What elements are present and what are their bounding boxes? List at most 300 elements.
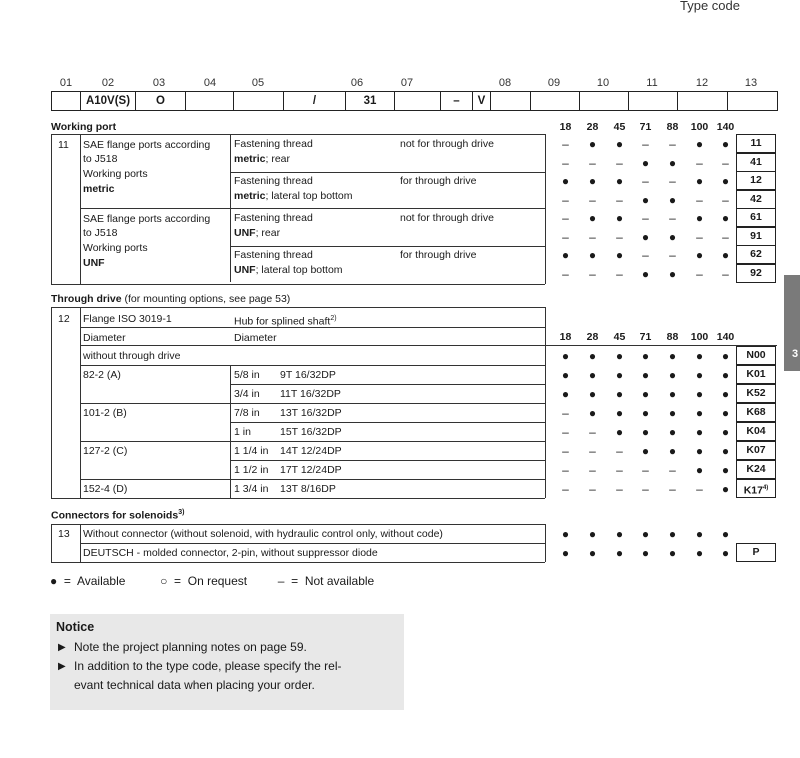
size-column-header: 71 [639, 331, 652, 343]
page-title: Type code [680, 0, 740, 13]
connectors-footnote: 3) [178, 509, 185, 516]
availability-symbol: ● [668, 387, 677, 401]
size-column-header: 100 [690, 331, 709, 343]
availability-symbol: ● [641, 155, 650, 170]
availability-symbol: ● [695, 137, 704, 151]
availability-symbol: – [642, 463, 649, 477]
legend-notavail-label: Not available [304, 574, 375, 588]
port-description: to J518 [83, 227, 118, 239]
port-description: to J518 [83, 153, 118, 165]
availability-symbol: ● [721, 406, 730, 420]
availability-symbol: ● [561, 546, 570, 560]
divider-line [545, 345, 546, 498]
port-description: SAE flange ports according [83, 139, 211, 151]
divider-line [80, 543, 545, 544]
availability-symbol: ● [695, 463, 704, 477]
availability-symbol: – [562, 211, 569, 225]
divider-line [51, 307, 545, 308]
divider-line [230, 246, 545, 247]
order-code [736, 346, 776, 365]
type-code-cell [51, 91, 81, 111]
availability-symbol: ● [588, 174, 597, 188]
divider-line [51, 284, 545, 285]
size-column-header: 18 [559, 121, 572, 133]
spline-spec: 13T 16/32DP [280, 407, 342, 419]
type-code-cell: O [135, 91, 186, 111]
size-column-header: 71 [639, 121, 652, 133]
size-column-header: 140 [716, 331, 735, 343]
position-number: 06 [350, 77, 364, 89]
divider-line [51, 524, 52, 562]
availability-symbol: – [642, 211, 649, 225]
availability-symbol: – [642, 174, 649, 188]
availability-symbol: – [589, 266, 596, 281]
legend-available-symbol: ● [50, 574, 58, 588]
position-number: 11 [646, 77, 658, 89]
thread-standard: UNF [234, 227, 256, 239]
size-column-header: 88 [666, 331, 679, 343]
availability-symbol: ● [588, 137, 597, 151]
notice-item [56, 676, 398, 695]
position-number: 07 [400, 77, 414, 89]
thread-standard: metric [234, 153, 266, 165]
availability-symbol: – [589, 155, 596, 170]
availability-symbol: ● [695, 425, 704, 439]
availability-symbol: ● [721, 387, 730, 401]
availability-symbol: ● [615, 546, 624, 560]
shaft-diameter: 1 3/4 in [234, 483, 269, 495]
legend-equals-2: = [174, 574, 182, 588]
position-number: 10 [596, 77, 610, 89]
availability-symbol: ● [695, 211, 704, 225]
legend [50, 574, 374, 588]
type-code-cell [490, 91, 531, 111]
position-label: 12 [58, 313, 70, 325]
availability-symbol: – [669, 174, 676, 188]
port-thread-type: metric [83, 183, 115, 195]
availability-symbol: ● [695, 387, 704, 401]
availability-symbol: ● [668, 368, 677, 382]
type-code-cell [677, 91, 728, 111]
order-code [736, 384, 776, 403]
port-description: Working ports [83, 242, 148, 254]
spline-spec: 15T 16/32DP [280, 426, 342, 438]
position-number: 03 [152, 77, 166, 89]
availability-symbol: ● [588, 368, 597, 382]
availability-symbol: ● [615, 174, 624, 188]
order-code-text: K68 [746, 406, 766, 418]
availability-symbol: – [722, 155, 729, 170]
availability-symbol: ● [668, 444, 677, 458]
flange-size: 82-2 (A) [83, 369, 121, 381]
through-drive-note: for through drive [400, 175, 477, 187]
size-column-header: 28 [586, 331, 599, 343]
fastening-thread-detail [234, 152, 290, 166]
divider-line [80, 365, 545, 366]
availability-symbol: – [616, 266, 623, 281]
availability-symbol: ● [588, 546, 597, 560]
divider-line [80, 403, 545, 404]
type-code-cell: – [440, 91, 473, 111]
fastening-thread-label: Fastening thread [234, 175, 313, 187]
legend-request-symbol: ○ [160, 574, 168, 588]
availability-symbol: ● [695, 527, 704, 541]
spline-spec: 17T 12/24DP [280, 464, 342, 476]
notice-item-text: evant technical data when placing your order. [74, 678, 315, 692]
divider-line [230, 365, 231, 498]
availability-symbol: ● [721, 211, 730, 225]
availability-symbol: ● [721, 368, 730, 382]
availability-symbol: – [616, 229, 623, 244]
availability-symbol: – [722, 266, 729, 281]
type-code-cell [394, 91, 441, 111]
availability-symbol: ● [668, 425, 677, 439]
availability-symbol: ● [668, 192, 677, 207]
through-drive-note: not for through drive [400, 212, 494, 224]
notice-item-text: In addition to the type code, please specify the rel- [74, 659, 342, 673]
port-description: Working ports [83, 168, 148, 180]
availability-symbol: – [562, 229, 569, 244]
availability-symbol: – [562, 192, 569, 207]
availability-symbol: – [562, 425, 569, 439]
order-code [736, 460, 776, 479]
through-drive-note: for through drive [400, 249, 477, 261]
divider-line [80, 479, 545, 480]
availability-symbol: ● [721, 425, 730, 439]
availability-symbol: – [616, 155, 623, 170]
availability-symbol: ● [695, 444, 704, 458]
spline-spec: 13T 8/16DP [280, 483, 336, 495]
availability-symbol: ● [561, 527, 570, 541]
availability-symbol: ● [641, 192, 650, 207]
availability-symbol: ● [615, 387, 624, 401]
flange-size: 127-2 (C) [83, 445, 128, 457]
fastening-thread-label: Fastening thread [234, 138, 313, 150]
spline-spec: 9T 16/32DP [280, 369, 336, 381]
availability-symbol: – [722, 229, 729, 244]
size-column-header: 45 [613, 121, 626, 133]
availability-symbol: ● [561, 368, 570, 382]
availability-symbol: – [562, 482, 569, 496]
availability-symbol: ● [668, 349, 677, 363]
divider-line [545, 524, 546, 562]
availability-symbol: ● [561, 349, 570, 363]
availability-symbol: ● [721, 463, 730, 477]
availability-symbol: ● [721, 444, 730, 458]
order-code-text: K04 [746, 425, 766, 437]
availability-symbol: ● [695, 349, 704, 363]
size-column-header: 18 [559, 331, 572, 343]
availability-symbol: ● [641, 406, 650, 420]
divider-line [51, 134, 52, 284]
order-code: 11 [736, 134, 776, 153]
availability-symbol: – [616, 444, 623, 458]
size-column-header: 88 [666, 121, 679, 133]
availability-symbol: ● [668, 229, 677, 244]
divider-line [80, 441, 545, 442]
availability-symbol: ● [615, 406, 624, 420]
availability-symbol: ● [641, 349, 650, 363]
divider-line [230, 208, 231, 282]
divider-line [51, 307, 52, 499]
order-code-text: K01 [746, 368, 766, 380]
divider-line [51, 134, 545, 135]
availability-symbol: ● [615, 137, 624, 151]
availability-symbol: ● [721, 248, 730, 262]
type-code-cell: V [472, 91, 491, 111]
availability-symbol: – [696, 266, 703, 281]
position-label: 13 [58, 528, 70, 540]
divider-line [230, 384, 545, 385]
hub-label: Hub for splined shaft [234, 315, 331, 328]
legend-available-label: Available [76, 574, 126, 588]
availability-symbol: – [562, 406, 569, 420]
bullet-triangle-icon: ▶ [58, 642, 66, 653]
spline-spec: 11T 16/32DP [280, 388, 341, 400]
availability-symbol: ● [615, 349, 624, 363]
availability-symbol: – [696, 229, 703, 244]
notice-box [50, 614, 404, 710]
thread-location: ; lateral top bottom [265, 190, 353, 202]
fastening-thread-detail [234, 189, 352, 203]
availability-symbol: – [616, 192, 623, 207]
position-number: 05 [251, 77, 265, 89]
availability-symbol: ● [561, 174, 570, 188]
port-description: SAE flange ports according [83, 213, 211, 225]
thread-standard: metric [234, 190, 266, 202]
availability-symbol: ● [721, 527, 730, 541]
size-column-header: 100 [690, 121, 709, 133]
divider-line [545, 134, 546, 284]
availability-symbol: – [616, 463, 623, 477]
connectors-heading [51, 509, 184, 522]
availability-symbol: ● [641, 266, 650, 281]
position-number: 02 [101, 77, 115, 89]
availability-symbol: ● [615, 527, 624, 541]
order-code [736, 365, 776, 384]
legend-equals-1: = [63, 574, 71, 588]
availability-symbol: – [696, 482, 703, 496]
shaft-diameter: 1 in [234, 426, 251, 438]
availability-symbol: ● [668, 527, 677, 541]
thread-standard: UNF [234, 264, 256, 276]
connectors-title: Connectors for solenoids [51, 509, 179, 522]
spline-spec: 14T 12/24DP [280, 445, 342, 457]
availability-symbol: – [669, 248, 676, 262]
availability-symbol: – [642, 137, 649, 151]
availability-symbol: ● [641, 425, 650, 439]
size-column-header: 28 [586, 121, 599, 133]
availability-symbol: ● [588, 387, 597, 401]
type-code-cell: / [283, 91, 346, 111]
flange-size: 101-2 (B) [83, 407, 127, 419]
availability-symbol: – [722, 192, 729, 207]
shaft-diameter: 3/4 in [234, 388, 260, 400]
order-code: P [736, 543, 776, 562]
fastening-thread-label: Fastening thread [234, 212, 313, 224]
diameter-label: Diameter [234, 332, 277, 344]
order-code-text: K24 [746, 463, 766, 475]
divider-line [230, 172, 545, 173]
through-drive-note: not for through drive [400, 138, 494, 150]
availability-symbol: ● [721, 349, 730, 363]
availability-symbol: ● [588, 248, 597, 262]
legend-request-label: On request [187, 574, 248, 588]
order-code [736, 422, 776, 441]
availability-symbol: – [562, 137, 569, 151]
type-code-cell [185, 91, 234, 111]
availability-symbol: – [669, 211, 676, 225]
order-code: 92 [736, 264, 776, 283]
availability-symbol: ● [615, 248, 624, 262]
type-code-cell: A10V(S) [80, 91, 136, 111]
availability-symbol: – [589, 482, 596, 496]
availability-symbol: ● [641, 527, 650, 541]
availability-symbol: – [589, 229, 596, 244]
flange-size: 152-4 (D) [83, 483, 128, 495]
type-code-cell [579, 91, 629, 111]
availability-symbol: ● [721, 546, 730, 560]
connector-option: DEUTSCH - molded connector, 2-pin, without suppressor diode [83, 547, 378, 559]
divider-line [80, 134, 81, 284]
divider-line [80, 327, 545, 328]
type-code-cell [530, 91, 580, 111]
availability-symbol: ● [668, 155, 677, 170]
shaft-diameter: 1 1/2 in [234, 464, 269, 476]
order-code: 91 [736, 227, 776, 246]
notice-item-text: Note the project planning notes on page 59. [74, 640, 307, 654]
availability-symbol: ● [641, 444, 650, 458]
through-drive-heading [51, 293, 290, 305]
availability-symbol: ● [588, 211, 597, 225]
port-thread-type: UNF [83, 257, 105, 269]
hub-footnote: 2) [330, 315, 337, 322]
position-label: 11 [58, 139, 69, 151]
availability-symbol: – [616, 482, 623, 496]
through-drive-title: Through drive [51, 293, 122, 305]
divider-line [51, 524, 545, 525]
order-code [736, 403, 776, 422]
position-number: 13 [744, 77, 758, 89]
availability-symbol: ● [641, 387, 650, 401]
shaft-diameter: 7/8 in [234, 407, 260, 419]
availability-symbol: – [589, 463, 596, 477]
order-code [736, 441, 776, 460]
availability-symbol: – [589, 192, 596, 207]
fastening-thread-detail [234, 263, 343, 277]
order-code-text: K52 [746, 387, 766, 399]
flange-size: without through drive [83, 350, 181, 362]
availability-symbol: ● [668, 546, 677, 560]
order-code: 62 [736, 245, 776, 264]
availability-symbol: ● [695, 546, 704, 560]
availability-symbol: ● [641, 368, 650, 382]
type-code-cell: 31 [345, 91, 395, 111]
flange-label: Flange ISO 3019-1 [83, 313, 172, 325]
availability-symbol: ● [695, 368, 704, 382]
notice-item [56, 638, 398, 657]
availability-symbol: – [669, 463, 676, 477]
legend-notavail-symbol: – [277, 574, 285, 588]
availability-symbol: – [642, 248, 649, 262]
availability-symbol: ● [561, 248, 570, 262]
order-code: 42 [736, 190, 776, 209]
thread-location: ; lateral top bottom [255, 264, 343, 276]
availability-symbol: – [562, 444, 569, 458]
fastening-thread-detail [234, 226, 280, 240]
type-code-cell [727, 91, 778, 111]
size-column-header: 140 [716, 121, 735, 133]
availability-symbol: ● [615, 368, 624, 382]
legend-equals-3: = [291, 574, 299, 588]
availability-symbol: ● [615, 425, 624, 439]
position-number: 12 [695, 77, 709, 89]
availability-symbol: ● [561, 387, 570, 401]
availability-symbol: ● [615, 211, 624, 225]
availability-symbol: ● [695, 174, 704, 188]
size-column-header: 45 [613, 331, 626, 343]
type-code-cell [233, 91, 284, 111]
order-code-text: N00 [746, 349, 766, 361]
availability-symbol: – [696, 155, 703, 170]
chapter-tab-number: 3 [792, 348, 799, 360]
through-drive-subtitle: (for mounting options, see page 53) [124, 293, 291, 305]
availability-symbol: – [642, 482, 649, 496]
position-number: 04 [203, 77, 217, 89]
divider-line [545, 307, 546, 345]
position-number: 08 [498, 77, 512, 89]
availability-symbol: ● [721, 174, 730, 188]
availability-symbol: – [562, 266, 569, 281]
availability-symbol: – [696, 192, 703, 207]
divider-line [51, 498, 545, 499]
thread-location: ; rear [255, 227, 281, 239]
divider-line [51, 562, 545, 563]
order-code [736, 479, 776, 498]
availability-symbol: ● [588, 349, 597, 363]
availability-symbol: ● [721, 482, 730, 496]
shaft-diameter: 1 1/4 in [234, 445, 269, 457]
availability-symbol: ● [695, 406, 704, 420]
working-port-title: Working port [51, 121, 117, 133]
divider-line [230, 460, 545, 461]
availability-symbol: ● [668, 406, 677, 420]
availability-symbol: ● [695, 248, 704, 262]
shaft-diameter: 5/8 in [234, 369, 260, 381]
divider-line [230, 134, 231, 208]
availability-symbol: – [589, 444, 596, 458]
order-code-text: K07 [746, 444, 766, 456]
thread-location: ; rear [265, 153, 291, 165]
position-number: 01 [59, 77, 73, 89]
availability-symbol: – [669, 482, 676, 496]
order-code-text: K17 [743, 484, 763, 497]
divider-line [80, 345, 777, 346]
bullet-triangle-icon: ▶ [58, 661, 66, 672]
availability-symbol: ● [641, 546, 650, 560]
notice-item [56, 657, 398, 676]
availability-symbol: ● [588, 527, 597, 541]
order-code: 41 [736, 153, 776, 172]
diameter-label: Diameter [83, 332, 126, 344]
availability-symbol: – [589, 425, 596, 439]
order-code: 61 [736, 208, 776, 227]
position-number: 09 [547, 77, 561, 89]
order-code: 12 [736, 171, 776, 190]
availability-symbol: ● [721, 137, 730, 151]
divider-line [230, 422, 545, 423]
availability-symbol: ● [668, 266, 677, 281]
